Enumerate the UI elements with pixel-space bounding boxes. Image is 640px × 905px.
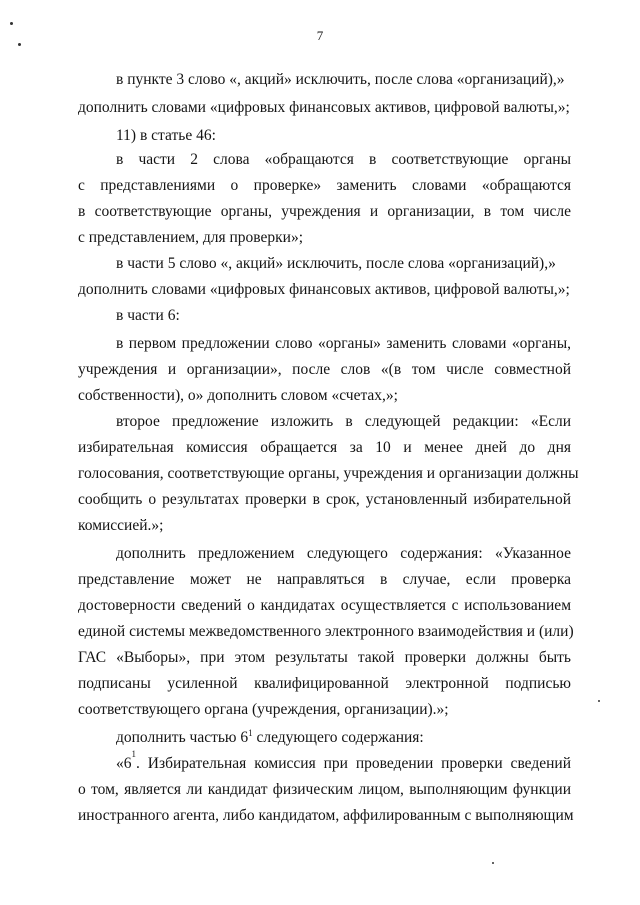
text-line: единой системы межведомственного электронного взаимодействия и (или) <box>78 623 574 640</box>
text-line: достоверности сведений о кандидатах осуществляется с использованием <box>78 597 571 614</box>
text-line: избирательная комиссия обращается за 10 и менее дней до дня <box>78 439 571 456</box>
text-line: с представлениями о проверке» заменить словами «обращаются <box>78 177 571 194</box>
text-line: с представлением, для проверки»; <box>78 229 303 246</box>
text-line: собственности), о» дополнить словом «счетах,»; <box>78 387 398 404</box>
superscript: 1 <box>248 727 253 738</box>
text-line: ГАС «Выборы», при этом результаты такой проверки должны быть <box>78 649 571 666</box>
page-number: 7 <box>316 28 324 43</box>
text-line: подписаны усиленной квалифицированной электронной подписью <box>78 675 571 692</box>
text-line: о том, является ли кандидат физическим лицом, выполняющим функции <box>78 781 571 798</box>
text-line: соответствующего органа (учреждения, организации).»; <box>78 701 449 718</box>
text-line: иностранного агента, либо кандидатом, аффилированным с выполняющим <box>78 807 574 824</box>
text-line: 11) в статье 46: <box>116 127 216 144</box>
text-line: дополнить словами «цифровых финансовых активов, цифровой валюты,»; <box>78 99 570 116</box>
text-line <box>116 749 571 774</box>
scan-speck <box>598 700 600 702</box>
text-fragment: «6 <box>116 755 132 772</box>
text-line: дополнить предложением следующего содержания: «Указанное <box>116 545 571 562</box>
text-line: в пункте 3 слово «, акций» исключить, после слова «организаций),» <box>116 71 565 88</box>
text-line: в части 2 слова «обращаются в соответствующие органы <box>116 151 571 168</box>
superscript: 1 <box>131 749 136 759</box>
text-line <box>116 728 424 748</box>
text-line: представление может не направляться в случае, если проверка <box>78 571 571 588</box>
text-line: учреждения и организации», после слов «(в том числе совместной <box>78 361 571 378</box>
scan-speck <box>18 43 21 46</box>
text-line: голосования, соответствующие органы, учреждения и организации должны <box>78 465 579 482</box>
text-line: дополнить словами «цифровых финансовых активов, цифровой валюты,»; <box>78 281 570 298</box>
text-fragment: следующего содержания: <box>252 729 424 746</box>
text-line: в части 6: <box>116 307 180 324</box>
text-line: в первом предложении слово «органы» заменить словами «органы, <box>116 335 571 352</box>
text-line: комиссией.»; <box>78 517 164 534</box>
text-fragment: дополнить частью 6 <box>116 729 249 746</box>
text-line: в части 5 слово «, акций» исключить, после слова «организаций),» <box>116 255 556 272</box>
text-line: в соответствующие органы, учреждения и организации, в том числе <box>78 203 571 220</box>
text-line: второе предложение изложить в следующей редакции: «Если <box>116 413 571 430</box>
text-fragment: . Избирательная комиссия при проведении проверки сведений <box>136 755 571 772</box>
text-line: сообщить о результатах проверки в срок, установленный избирательной <box>78 491 571 508</box>
scan-speck <box>492 862 494 864</box>
scan-speck <box>10 22 13 25</box>
